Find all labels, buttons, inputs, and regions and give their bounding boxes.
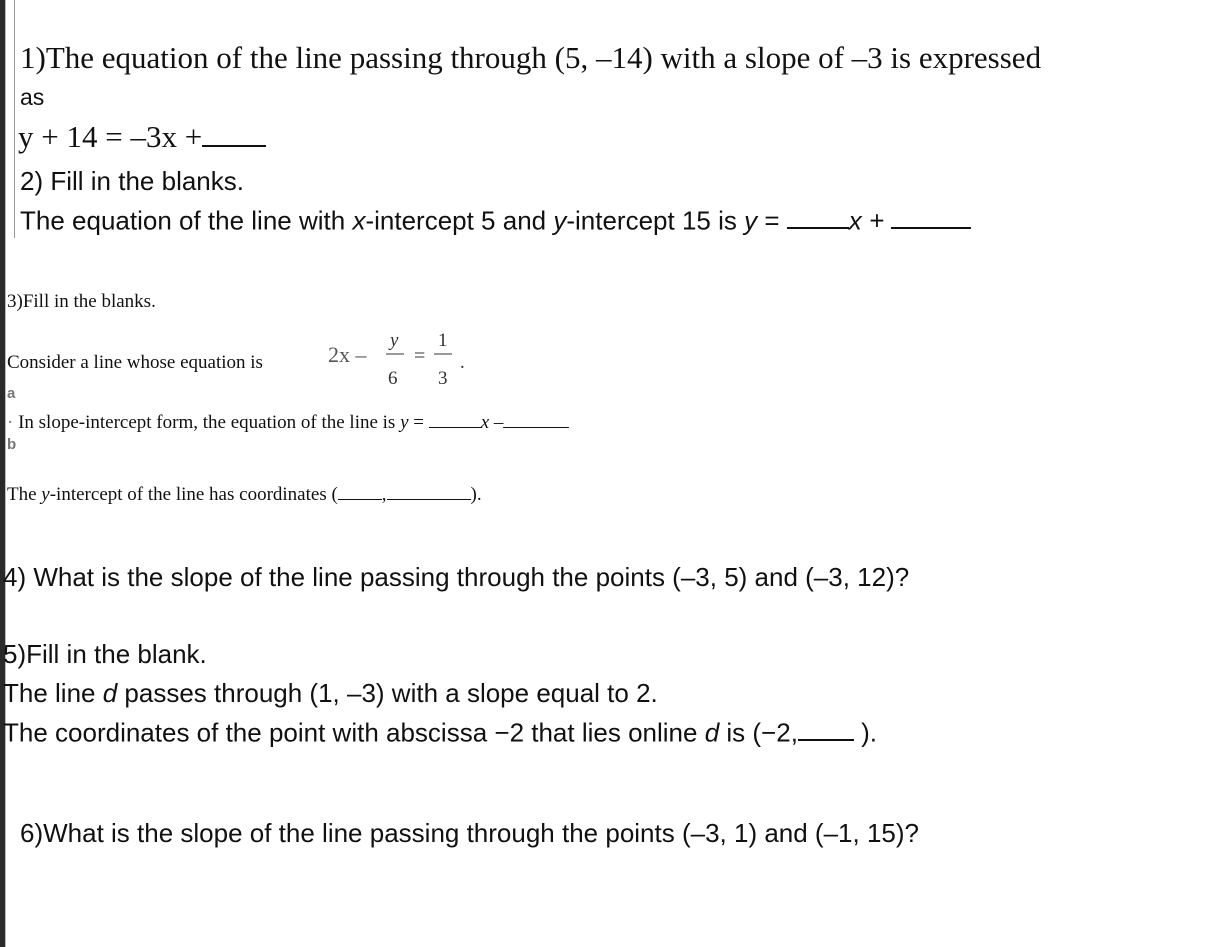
q3-b-text-b: -intercept of the line has coordinates ( [49,484,338,506]
q3-a-bullet: · [7,412,14,434]
q3-eq-left: 2x – [328,342,367,367]
q3-a-text-main: In slope-intercept form, the equation of the line is [18,412,401,434]
q3-b-blank-y[interactable] [387,482,471,500]
q2-text-c: -intercept 15 is [566,205,745,236]
q3-a-x: x [480,412,490,434]
q3-b-close: ). [470,484,482,506]
q3-b-blank-x[interactable] [338,482,382,500]
q5-l1-a: The line [3,678,103,708]
q2-text-a: The equation of the line with [20,205,353,236]
q1-blank[interactable] [202,117,266,147]
q4-text: 4) What is the slope of the line passing through the points (–3, 5) and (–3, 12)? [3,562,910,592]
q5-blank[interactable] [798,716,854,741]
q3-part-a-text [7,410,569,434]
q3-title: 3)Fill in the blanks. [7,291,156,312]
q2-y-eq: y [744,205,758,236]
q3-eq-1: 1 [438,330,448,351]
q3-consider: Consider a line whose equation is [7,352,263,373]
q2-x-term: x + [848,205,885,236]
q2-text [20,204,971,236]
q5-l2-b: is (−2, [719,717,798,748]
q3-a-minus: – [489,412,504,434]
q2-eq-sign: = [757,205,787,236]
q2-x-var: x [352,205,366,236]
q2-blank-slope[interactable] [787,204,849,229]
q5-l2-c: ). [853,717,878,748]
q2-text-b: -intercept 5 and [365,205,554,236]
q1-q2-box-border [14,0,15,238]
q3-eq-3: 3 [438,368,448,389]
q3-part-a-label: a [7,385,16,402]
left-edge-line [5,0,6,947]
q3-eq-dot: . [460,352,465,373]
q3-equation [328,324,478,394]
q3-a-eq: = [408,412,429,434]
q3-b-text-a: The [7,484,42,506]
q3-a-blank-slope[interactable] [429,410,481,428]
q5-line2 [3,716,877,748]
q5-d2: d [704,717,720,748]
q2-y-var: y [553,205,567,236]
q6-text: 6)What is the slope of the line passing through the points (–3, 1) and (–1, 15)? [20,818,919,848]
q3-part-b-text [7,482,482,506]
q3-b-y: y [41,484,50,506]
q2-blank-intercept[interactable] [891,204,971,229]
q1-equation [18,117,266,155]
q3-eq-6: 6 [388,368,398,389]
q2-title: 2) Fill in the blanks. [20,166,244,196]
q3-b-comma: , [381,484,387,506]
q1-equation-text: y + 14 = –3x + [18,118,203,154]
q3-eq-equals: = [414,345,426,367]
q3-eq-y: y [390,330,399,351]
q5-l1-b: passes through (1, –3) with a slope equal to 2. [117,678,658,708]
q1-line1: 1)The equation of the line passing through (5, –14) with a slope of –3 is expressed [20,40,1042,75]
q3-a-blank-intercept[interactable] [503,410,569,428]
q5-d1: d [102,678,118,708]
q5-line1 [3,678,658,709]
q5-title: 5)Fill in the blank. [3,639,207,669]
q5-l2-a: The coordinates of the point with abscissa −2 that lies online [3,717,705,748]
q3-part-b-label: b [7,436,17,453]
q1-line2: as [20,84,45,110]
q3-a-y: y [400,412,409,434]
